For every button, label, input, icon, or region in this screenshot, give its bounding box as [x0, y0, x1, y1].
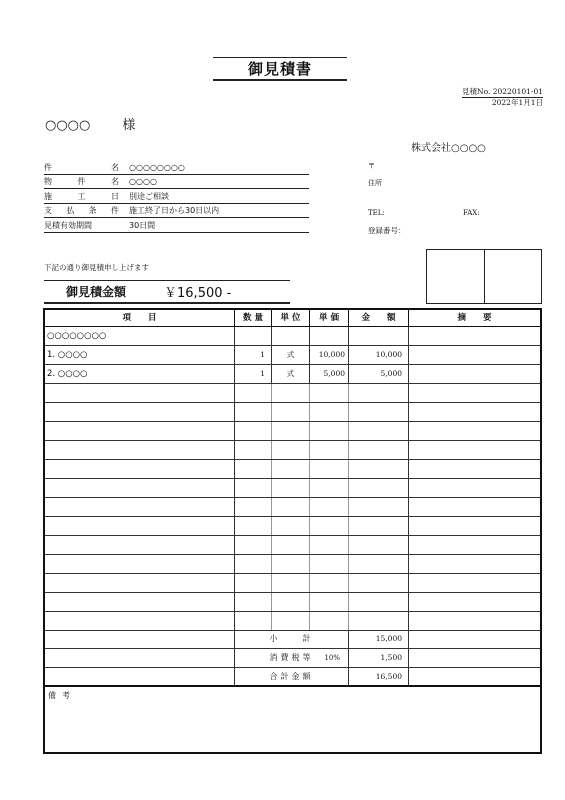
- blank-cell: [310, 593, 349, 611]
- blank-cell: [45, 479, 235, 497]
- info-value: 施工終了日から30日以内: [129, 206, 220, 215]
- blank-cell: [409, 517, 540, 535]
- total-amount-label: 御見積金額: [66, 285, 127, 299]
- document-title: 御見積書: [247, 60, 312, 78]
- info-label: [44, 191, 123, 203]
- blank-cell: [272, 555, 310, 573]
- company-name: 株式会社○○○○: [411, 143, 486, 154]
- table-row-blank: [45, 403, 540, 422]
- summary-label: [235, 630, 349, 648]
- info-label-char: 条: [88, 206, 97, 215]
- info-label-char: 工: [77, 191, 86, 201]
- estimate-info: [44, 160, 309, 233]
- table-row-blank: [45, 422, 540, 441]
- table-row-blank: [45, 460, 540, 479]
- info-label-char: 払: [66, 206, 75, 215]
- blank-cell: [235, 517, 272, 535]
- info-label: [44, 220, 123, 232]
- cell-remarks: [409, 365, 540, 383]
- blank-cell: [45, 612, 235, 630]
- blank-cell: [310, 536, 349, 554]
- blank-cell: [310, 422, 349, 440]
- blank-cell: [349, 536, 409, 554]
- blank-cell: [349, 479, 409, 497]
- blank-cell: [409, 460, 540, 478]
- table-row-blank: [45, 384, 540, 403]
- title-box: [213, 57, 347, 81]
- info-row: [44, 175, 309, 190]
- table-row-blank: [45, 612, 540, 631]
- summary-label-text: 消費税等: [269, 653, 314, 662]
- total-amount-value: ￥16,500 -: [164, 286, 232, 301]
- info-row: [44, 189, 309, 204]
- blank-cell: [235, 479, 272, 497]
- blank-cell: [45, 574, 235, 592]
- blank-cell: [409, 422, 540, 440]
- summary-label: [235, 649, 349, 667]
- cell-item: ○○○○○○○○: [45, 327, 235, 345]
- table-summary: [45, 630, 540, 687]
- total-amount-box: [44, 280, 290, 304]
- info-row: [44, 160, 309, 175]
- blank-cell: [272, 517, 310, 535]
- blank-cell: [45, 555, 235, 573]
- table-row-blank: [45, 441, 540, 460]
- cell-remarks: [409, 346, 540, 364]
- blank-cell: [310, 403, 349, 421]
- cell-qty: [235, 327, 272, 345]
- client-name-block: [45, 114, 135, 133]
- blank-cell: [349, 612, 409, 630]
- info-row: [44, 218, 309, 233]
- blank-cell: [235, 555, 272, 573]
- info-label-char: 見積有効期間: [44, 220, 92, 230]
- blank-cell: [409, 441, 540, 459]
- seal-box: [426, 249, 542, 304]
- intro-note: 下記の通り御見積申し上げます: [44, 263, 149, 272]
- cell-qty: 1: [235, 346, 272, 364]
- table-row: [45, 365, 540, 384]
- info-value: 30日間: [129, 220, 156, 230]
- cell-amount: [349, 327, 409, 345]
- blank-cell: [310, 517, 349, 535]
- table-row-blank: [45, 498, 540, 517]
- fax-label: FAX:: [463, 209, 480, 217]
- summary-spacer: [45, 630, 235, 648]
- info-label: [44, 162, 123, 174]
- blank-cell: [409, 555, 540, 573]
- cell-price: 5,000: [310, 365, 349, 383]
- blank-cell: [349, 498, 409, 516]
- blank-cell: [310, 555, 349, 573]
- blank-cell: [45, 498, 235, 516]
- blank-cell: [45, 403, 235, 421]
- blank-cell: [235, 441, 272, 459]
- blank-cell: [272, 422, 310, 440]
- header-remarks: 摘 要: [457, 313, 492, 323]
- summary-row: [45, 668, 540, 687]
- blank-cell: [272, 441, 310, 459]
- registration-number-label: 登録番号：: [368, 226, 406, 235]
- info-label-char: 支: [44, 206, 52, 215]
- info-value: ○○○○○○○○: [129, 162, 185, 172]
- summary-amount: 15,000: [349, 630, 409, 648]
- blank-cell: [409, 612, 540, 630]
- blank-cell: [349, 422, 409, 440]
- header-unit: 単 位: [272, 310, 310, 326]
- blank-cell: [45, 536, 235, 554]
- blank-cell: [235, 536, 272, 554]
- blank-cell: [272, 384, 310, 402]
- cell-price: [310, 327, 349, 345]
- info-label-char: 物: [44, 177, 52, 186]
- cell-unit: 式: [272, 346, 310, 364]
- info-value: 別途ご相談: [129, 191, 169, 201]
- table-body: [45, 327, 540, 631]
- blank-cell: [310, 574, 349, 592]
- summary-remarks: [409, 630, 540, 648]
- summary-amount: 1,500: [349, 649, 409, 667]
- blank-cell: [349, 441, 409, 459]
- blank-cell: [272, 612, 310, 630]
- blank-cell: [349, 555, 409, 573]
- blank-cell: [45, 384, 235, 402]
- blank-cell: [310, 460, 349, 478]
- blank-cell: [235, 574, 272, 592]
- table-row-blank: [45, 479, 540, 498]
- table-row-blank: [45, 555, 540, 574]
- header-unit-price: 単 価: [310, 310, 349, 326]
- tel-label: TEL:: [368, 209, 385, 217]
- summary-label-text: 合計金額: [269, 672, 314, 681]
- blank-cell: [349, 384, 409, 402]
- blank-cell: [310, 498, 349, 516]
- blank-cell: [310, 479, 349, 497]
- estimate-number: 見積No. 20220101-01: [462, 87, 543, 96]
- blank-cell: [235, 403, 272, 421]
- info-label-char: 件: [77, 177, 86, 186]
- summary-label-text: 小 計: [269, 634, 314, 643]
- summary-remarks: [409, 668, 540, 685]
- blank-cell: [409, 498, 540, 516]
- blank-cell: [349, 574, 409, 592]
- summary-amount: 16,500: [349, 668, 409, 685]
- seal-divider: [484, 250, 485, 303]
- document-meta: [462, 87, 543, 108]
- client-name: ○○○○: [45, 118, 91, 133]
- blank-cell: [272, 479, 310, 497]
- table-row-blank: [45, 593, 540, 612]
- blank-cell: [272, 460, 310, 478]
- summary-row: [45, 630, 540, 649]
- blank-cell: [45, 422, 235, 440]
- cell-unit: [272, 327, 310, 345]
- table-row-blank: [45, 536, 540, 555]
- header-amount: 金 額: [349, 310, 409, 326]
- blank-cell: [235, 422, 272, 440]
- blank-cell: [235, 612, 272, 630]
- postal-mark: 〒: [368, 162, 375, 170]
- summary-remarks: [409, 649, 540, 667]
- cell-remarks: [409, 327, 540, 345]
- table-header: [45, 310, 540, 327]
- blank-cell: [45, 517, 235, 535]
- blank-cell: [409, 479, 540, 497]
- info-label: [44, 176, 123, 188]
- blank-cell: [349, 517, 409, 535]
- blank-cell: [409, 384, 540, 402]
- cell-amount: 5,000: [349, 365, 409, 383]
- info-row: [44, 204, 309, 219]
- summary-spacer: [45, 649, 235, 667]
- cell-item: 2. ○○○○: [45, 365, 235, 383]
- blank-cell: [409, 574, 540, 592]
- header-item: 項 目: [45, 310, 235, 326]
- blank-cell: [409, 593, 540, 611]
- blank-cell: [409, 536, 540, 554]
- blank-cell: [45, 593, 235, 611]
- blank-cell: [272, 498, 310, 516]
- table-row-blank: [45, 517, 540, 536]
- cell-unit: 式: [272, 365, 310, 383]
- remarks-label: 備考: [48, 691, 76, 700]
- blank-cell: [349, 460, 409, 478]
- table-row-blank: [45, 574, 540, 593]
- info-value: ○○○○: [129, 177, 157, 186]
- info-label-char: 件: [44, 162, 52, 172]
- blank-cell: [235, 498, 272, 516]
- client-honorific: 様: [122, 118, 136, 133]
- info-label-char: 件: [110, 206, 119, 215]
- table-row: [45, 346, 540, 365]
- estimate-table: [43, 308, 542, 754]
- info-label: [44, 205, 123, 217]
- blank-cell: [235, 593, 272, 611]
- blank-cell: [349, 593, 409, 611]
- address-label: 住所: [368, 179, 382, 187]
- blank-cell: [272, 574, 310, 592]
- blank-cell: [235, 460, 272, 478]
- info-label-char: 日: [111, 191, 119, 201]
- summary-spacer: [45, 668, 235, 685]
- info-label-char: 施: [44, 191, 52, 201]
- header-quantity: 数 量: [235, 310, 272, 326]
- info-label-char: 名: [111, 177, 119, 186]
- blank-cell: [272, 593, 310, 611]
- summary-row: [45, 649, 540, 668]
- cell-qty: 1: [235, 365, 272, 383]
- blank-cell: [310, 612, 349, 630]
- summary-label: [235, 668, 349, 685]
- blank-cell: [235, 384, 272, 402]
- issue-date: 2022年1月1日: [491, 98, 543, 107]
- blank-cell: [45, 441, 235, 459]
- blank-cell: [310, 384, 349, 402]
- blank-cell: [310, 441, 349, 459]
- blank-cell: [349, 403, 409, 421]
- blank-cell: [272, 536, 310, 554]
- table-row: [45, 327, 540, 346]
- cell-amount: 10,000: [349, 346, 409, 364]
- info-label-char: 名: [111, 162, 119, 172]
- cell-price: 10,000: [310, 346, 349, 364]
- tax-rate: 10%: [324, 654, 340, 662]
- blank-cell: [45, 460, 235, 478]
- blank-cell: [409, 403, 540, 421]
- cell-item: 1. ○○○○: [45, 346, 235, 364]
- blank-cell: [272, 403, 310, 421]
